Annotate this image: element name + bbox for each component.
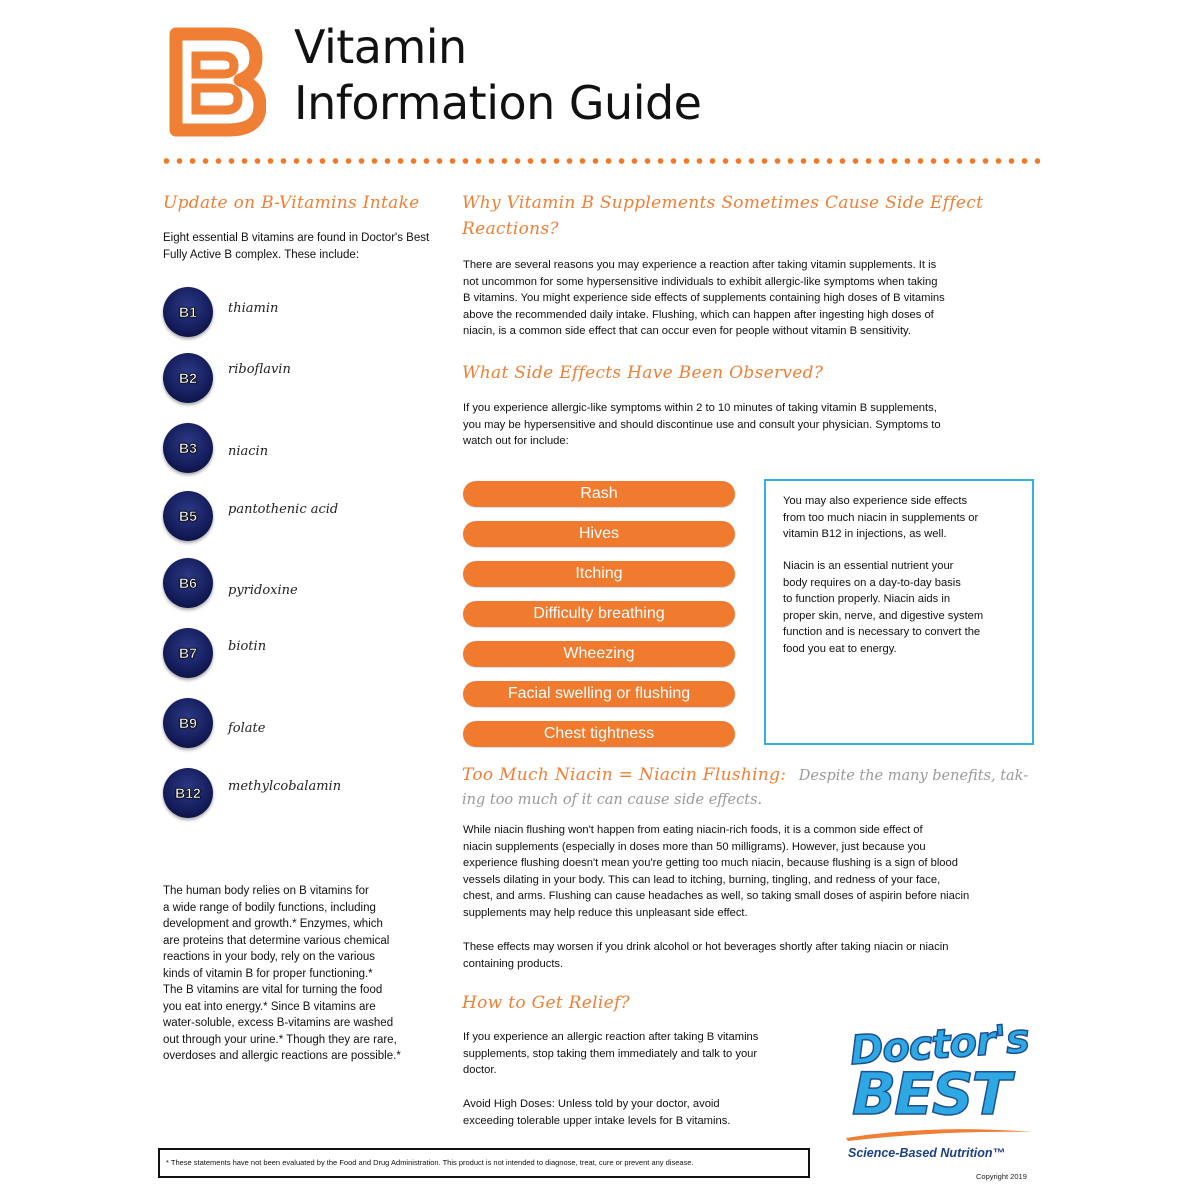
observed-heading: What Side Effects Have Been Observed? xyxy=(462,363,824,383)
logo-swoosh-icon xyxy=(844,1126,1034,1142)
symptom-facial-swelling: Facial swelling or flushing xyxy=(463,681,735,707)
vitamin-badge-icon xyxy=(163,768,213,818)
vitamin-name: niacin xyxy=(228,444,269,459)
vitamin-badge-icon xyxy=(163,698,213,748)
box-paragraph-2: Niacin is an essential nutrient your body requires on a day-to-day basis to function properly. Niacin aids in proper skin, nerve, and digestive system function and is necessary to convert the food you eat to energy. xyxy=(783,560,984,655)
vitamin-name: pyridoxine xyxy=(228,583,298,598)
title-line-1: Vitamin xyxy=(294,20,467,74)
vitamin-badge-icon xyxy=(163,287,213,337)
vitamin-name: folate xyxy=(228,721,266,736)
avoid-paragraph: Avoid High Doses: Unless told by your doctor, avoid exceeding tolerable upper intake levels for B vitamins. xyxy=(463,1098,731,1127)
symptom-chest-tightness: Chest tightness xyxy=(463,721,735,747)
box-paragraph-1: You may also experience side effects from too much niacin in supplements or vitamin B12 in injections, as well. xyxy=(783,495,979,540)
vitamin-badge-icon xyxy=(163,628,213,678)
copyright: Copyright 2019 xyxy=(976,1172,1027,1181)
vitamin-code: B1 xyxy=(179,304,197,320)
doctors-best-logo xyxy=(840,1015,1040,1182)
vitamin-code: B12 xyxy=(175,785,201,801)
vitamin-badge-icon xyxy=(163,491,213,541)
vitamin-name: methylcobalamin xyxy=(228,779,342,794)
symptom-itching: Itching xyxy=(463,561,735,587)
niacin-heading-block xyxy=(462,762,1042,812)
fda-disclaimer: * These statements have not been evaluated by the Food and Drug Administration. This product is not intended to diagnose, treat, cure or prevent any disease. xyxy=(158,1148,810,1178)
observed-paragraph: If you experience allergic-like symptoms within 2 to 10 minutes of taking vitamin B supplements, you may be hypersensitive and should discontinue use and consult your physician. Symptoms to watch out for include: xyxy=(463,402,941,447)
left-body: The human body relies on B vitamins for a wide range of bodily functions, including development and growth.* Enzymes, which are proteins that determine various chemical reactions in your body, rely on the various kinds of vitamin B for proper functioning.* The B vitamins are vital for turning the food you eat into energy.* Since B vitamins are water-soluble, excess B-vitamins are washed out through your urine.* Though they are rare, overdoses and allergic reactions are possible.* xyxy=(163,885,401,1062)
flush-paragraph: While niacin flushing won't happen from eating niacin-rich foods, it is a common side effect of niacin supplements (especially in doses more than 50 milligrams). However, just because you experience flushing doesn't mean you're getting too much niacin, because flushing is a sign of blood vessels dilating in your body. This can lead to itching, burning, tingling, and redness of your face, chest, and arms. Flushing can cause headaches as well, so taking small doses of aspirin before niacin supplements may help reduce this unpleasant side effect. xyxy=(463,824,970,919)
vitamin-code: B9 xyxy=(179,715,197,731)
why-heading: Why Vitamin B Supplements Sometimes Cause Side Effect Reactions? xyxy=(462,193,984,239)
b-logo-icon xyxy=(168,26,266,138)
vitamin-name: pantothenic acid xyxy=(228,502,339,517)
vitamin-name: thiamin xyxy=(228,301,279,316)
symptom-wheezing: Wheezing xyxy=(463,641,735,667)
vitamin-badge-icon xyxy=(163,353,213,403)
relief-paragraph: If you experience an allergic reaction after taking B vitamins supplements, stop taking them immediately and talk to your doctor. xyxy=(463,1031,759,1076)
symptom-difficulty-breathing: Difficulty breathing xyxy=(463,601,735,627)
vitamin-code: B5 xyxy=(179,508,197,524)
why-paragraph: There are several reasons you may experience a reaction after taking vitamin supplements. It is not uncommon for some hypersensitive individuals to exhibit allergic-like symptoms when taking B vitamins. You might experience side effects of supplements containing high doses of B vitamins above the recommended daily intake. Flushing, which can happen after ingesting high doses of niacin, is a common side effect that can occur even for people without vitamin B sensitivity. xyxy=(463,259,945,337)
vitamin-badge-icon xyxy=(163,423,213,473)
vitamin-code: B6 xyxy=(179,575,197,591)
symptom-hives: Hives xyxy=(463,521,735,547)
symptom-rash: Rash xyxy=(463,481,735,507)
left-heading: Update on B-Vitamins Intake xyxy=(163,193,420,213)
niacin-info-box xyxy=(764,479,1034,745)
logo-best-text: BEST xyxy=(852,1060,1010,1128)
vitamin-name: biotin xyxy=(228,639,267,654)
vitamin-code: B2 xyxy=(179,370,197,386)
niacin-subtext-2: ing too much of it can cause side effects. xyxy=(462,792,763,808)
niacin-subtext-1: Despite the many benefits, tak- xyxy=(798,768,1029,784)
relief-heading: How to Get Relief? xyxy=(462,993,630,1013)
logo-tagline: Science-Based Nutrition™ xyxy=(848,1146,1005,1160)
vitamin-code: B7 xyxy=(179,645,197,661)
vitamin-badge-icon xyxy=(163,558,213,608)
left-intro: Eight essential B vitamins are found in Doctor's Best Fully Active B complex. These include: xyxy=(163,232,430,261)
worsen-paragraph: These effects may worsen if you drink alcohol or hot beverages shortly after taking niacin or niacin containing products. xyxy=(463,941,949,970)
dotted-divider xyxy=(160,157,1040,165)
vitamin-name: riboflavin xyxy=(228,362,291,377)
niacin-heading: Too Much Niacin = Niacin Flushing: xyxy=(462,765,787,785)
vitamin-code: B3 xyxy=(179,440,197,456)
logo-doctors-text: Doctor's xyxy=(848,1015,1031,1075)
title-line-2: Information Guide xyxy=(294,76,702,130)
